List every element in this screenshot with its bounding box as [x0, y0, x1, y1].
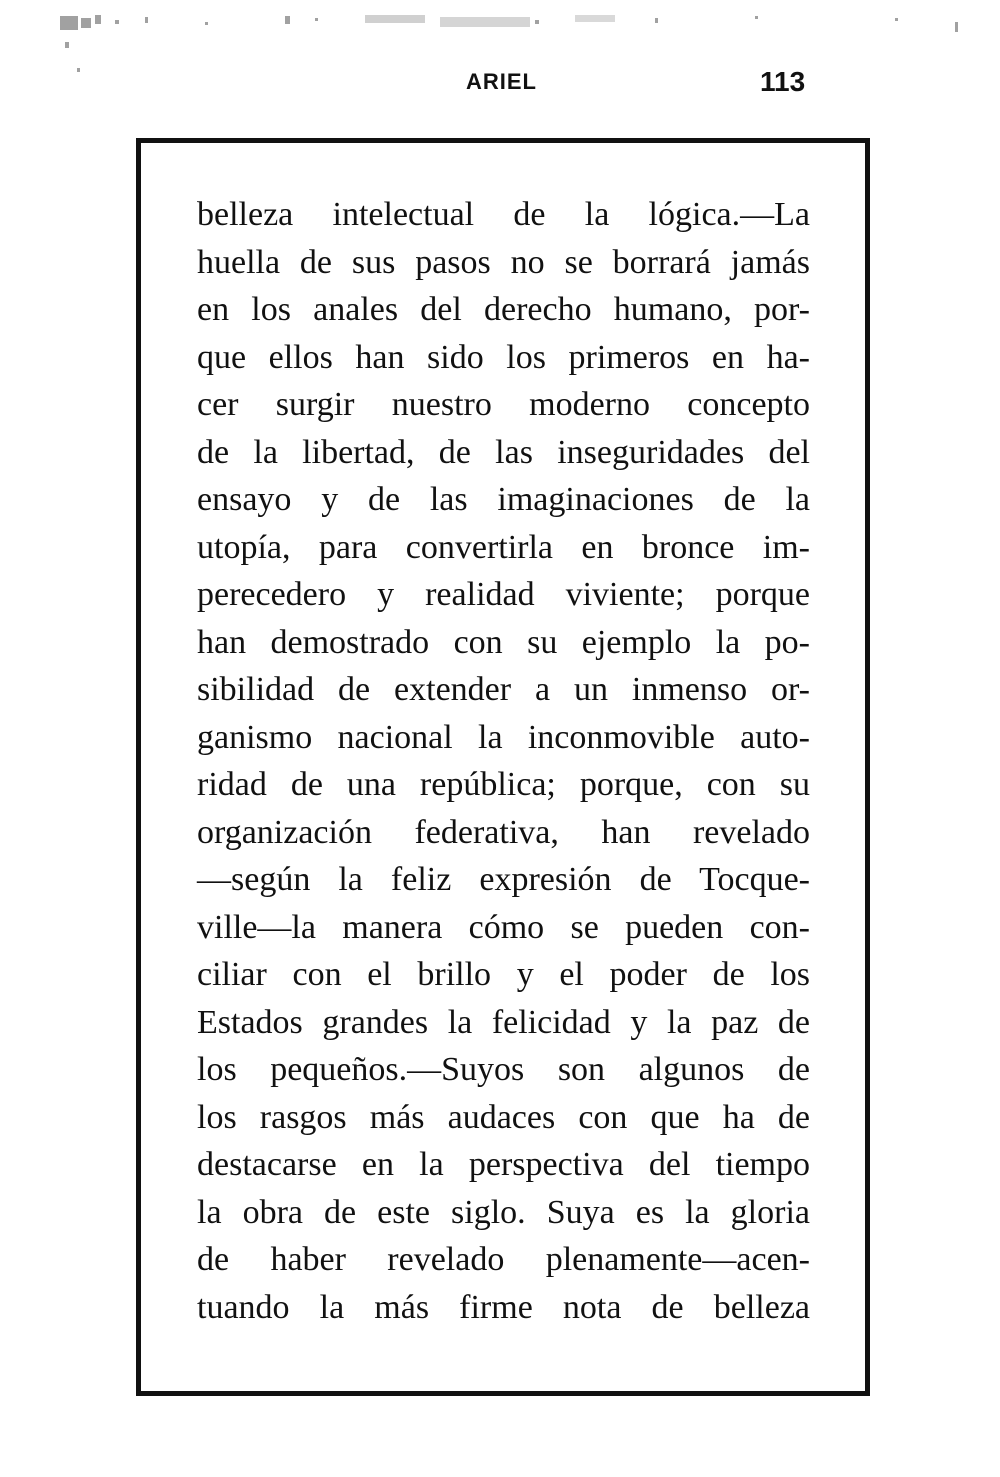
text-line: utopía, para convertirla en bronce im-: [197, 528, 810, 566]
text-line: organización federativa, han revelado: [197, 813, 810, 851]
text-line: cer surgir nuestro moderno concepto: [197, 386, 810, 423]
text-line: destacarse en la perspectiva del tiempo: [197, 1146, 810, 1183]
text-line: tuando la más firme nota de belleza: [197, 1288, 810, 1326]
text-line: han demostrado con su ejemplo la po-: [197, 623, 810, 661]
page-number: 113: [760, 66, 806, 97]
text-line: que ellos han sido los primeros en ha-: [197, 338, 810, 376]
text-line: ensayo y de las imaginaciones de la: [197, 481, 810, 518]
page-header: [0, 62, 1000, 102]
text-line: en los anales del derecho humano, por-: [197, 291, 810, 328]
running-head: ARIEL: [466, 69, 537, 94]
text-line: ridad de una república; porque, con su: [197, 766, 810, 803]
text-line: ville—la manera cómo se pueden con-: [197, 908, 810, 946]
text-line: de la libertad, de las inseguridades del: [197, 433, 810, 471]
text-line: Estados grandes la felicidad y la paz de: [197, 1003, 810, 1041]
body-text: [197, 191, 810, 1331]
text-line: los rasgos más audaces con que ha de: [197, 1098, 810, 1136]
text-line: perecedero y realidad viviente; porque: [197, 576, 810, 613]
text-line: belleza intelectual de la lógica.—La: [197, 196, 810, 233]
text-line: de haber revelado plenamente—acen-: [197, 1241, 810, 1278]
text-line: —según la feliz expresión de Tocque-: [197, 861, 810, 898]
text-line: sibilidad de extender a un inmenso or-: [197, 671, 810, 708]
text-line: los pequeños.—Suyos son algunos de: [197, 1051, 810, 1088]
text-frame: [136, 138, 870, 1396]
text-line: ganismo nacional la inconmovible auto-: [197, 718, 810, 756]
text-line: la obra de este siglo. Suya es la gloria: [197, 1193, 810, 1231]
text-line: ciliar con el brillo y el poder de los: [197, 956, 810, 993]
text-line: huella de sus pasos no se borrará jamás: [197, 243, 810, 281]
